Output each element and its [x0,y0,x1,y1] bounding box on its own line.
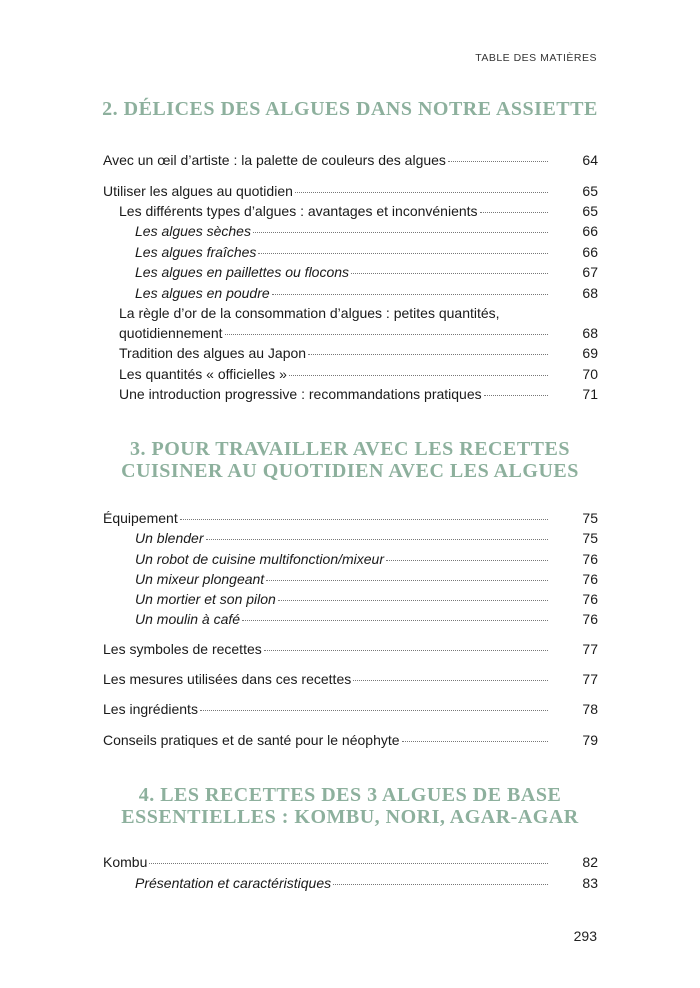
section-title-line: ESSENTIELLES : KOMBU, NORI, AGAR-AGAR [121,806,579,828]
toc-entry-page: 83 [582,875,598,891]
toc-entry-label: Une introduction progressive : recommandations pratiques [119,386,482,402]
toc-entry [0,639,598,659]
dot-leader [266,580,548,581]
toc-entry-page: 65 [582,183,598,199]
toc-entry-page: 77 [582,671,598,687]
running-head: TABLE DES MATIÈRES [475,52,597,64]
toc-entry-page: 68 [582,325,598,341]
dot-leader [480,212,548,213]
toc-entry-page: 67 [582,264,598,280]
toc-entry-label: Un mortier et son pilon [135,591,276,607]
dot-leader [149,863,548,864]
dot-leader [333,884,548,885]
toc-entry-label: Avec un œil d’artiste : la palette de couleurs des algues [103,152,446,168]
toc-entry-label: Conseils pratiques et de santé pour le néophyte [103,732,400,748]
toc-entry-label: Les algues fraîches [135,244,257,260]
toc-entry [0,201,598,221]
toc-entry-page: 66 [582,244,598,260]
dot-leader [484,395,548,396]
toc-entry-label: Kombu [103,854,148,870]
dot-leader [351,273,548,274]
toc-entry-label: Les mesures utilisées dans ces recettes [103,671,352,687]
toc-entry-page: 78 [582,701,598,717]
toc-entry [0,569,598,589]
dot-leader [180,519,548,520]
toc-entry [0,323,598,343]
toc-entry [0,528,598,548]
dot-leader [272,294,548,295]
toc-entry [0,699,598,719]
dot-leader [253,232,548,233]
dot-leader [264,650,548,651]
toc-entry [0,221,598,241]
toc-entry-page: 68 [582,285,598,301]
dot-leader [242,620,548,621]
toc-entry [0,181,598,201]
toc-entry-page: 77 [582,641,598,657]
toc-entry-page: 65 [582,203,598,219]
dot-leader [402,741,548,742]
dot-leader [200,710,548,711]
dot-leader [289,375,548,376]
toc-entry-label: Tradition des algues au Japon [119,345,307,361]
dot-leader [308,354,548,355]
toc-entry-label: Un mixeur plongeant [135,571,265,587]
toc-entry-page: 69 [582,345,598,361]
dot-leader [225,334,548,335]
toc-entry [0,364,598,384]
toc-entry-label: Les symboles de recettes [103,641,262,657]
section-title-2 [100,98,600,120]
toc-entry-page: 75 [582,510,598,526]
toc-entry [0,669,598,689]
toc-entry-label: Un blender [135,530,204,546]
toc-entry-label: Présentation et caractéristiques [135,875,332,891]
section-title-3 [100,438,600,482]
toc-entry-page: 66 [582,223,598,239]
toc-entry-label: Équipement [103,510,178,526]
toc-entry [0,873,598,893]
section-title-line: CUISINER AU QUOTIDIEN AVEC LES ALGUES [121,460,579,482]
toc-entry-page: 76 [582,591,598,607]
toc-entry-page: 64 [582,152,598,168]
toc-entry [0,262,598,282]
toc-entry [0,852,598,872]
toc-entry [0,549,598,569]
toc-entry-label-first-line: La règle d’or de la consommation d’algues : petites quantités, [119,305,500,321]
dot-leader [206,539,549,540]
dot-leader [386,560,548,561]
toc-entry-label: Les algues sèches [135,223,251,239]
dot-leader [295,192,548,193]
toc-entry-label: quotidiennement [119,325,223,341]
section-title-4 [100,784,600,828]
toc-entry-page: 76 [582,571,598,587]
dot-leader [278,600,548,601]
toc-entry-label: Les ingrédients [103,701,198,717]
toc-entry-label: Un moulin à café [135,611,241,627]
toc-entry [0,384,598,404]
toc-entry-page: 76 [582,611,598,627]
dot-leader [448,161,548,162]
toc-entry-page: 71 [582,386,598,402]
toc-entry [0,150,598,170]
dot-leader [353,680,548,681]
toc-entry [0,609,598,629]
toc-entry [0,589,598,609]
toc-entry [0,343,598,363]
toc-entry [0,508,598,528]
toc-entry [0,730,598,750]
toc-entry-label: Les quantités « officielles » [119,366,287,382]
toc-entry-page: 76 [582,551,598,567]
toc-entry-page: 75 [582,530,598,546]
toc-entry [0,283,598,303]
section-title-line: 4. LES RECETTES DES 3 ALGUES DE BASE [138,784,562,806]
toc-entry-label: Les différents types d’algues : avantages et inconvénients [119,203,478,219]
toc-entry-page: 70 [582,366,598,382]
toc-entry-label: Un robot de cuisine multifonction/mixeur [135,551,385,567]
toc-entry-label: Les algues en paillettes ou flocons [135,264,350,280]
toc-entry [0,242,598,262]
toc-entry-page: 82 [582,854,598,870]
page-number: 293 [573,928,597,944]
toc-entry-page: 79 [582,732,598,748]
section-title-line: 3. POUR TRAVAILLER AVEC LES RECETTES [129,438,570,460]
dot-leader [258,253,548,254]
toc-entry-label: Les algues en poudre [135,285,270,301]
toc-entry-label: Utiliser les algues au quotidien [103,183,293,199]
section-title-line: 2. DÉLICES DES ALGUES DANS NOTRE ASSIETTE [102,98,598,120]
